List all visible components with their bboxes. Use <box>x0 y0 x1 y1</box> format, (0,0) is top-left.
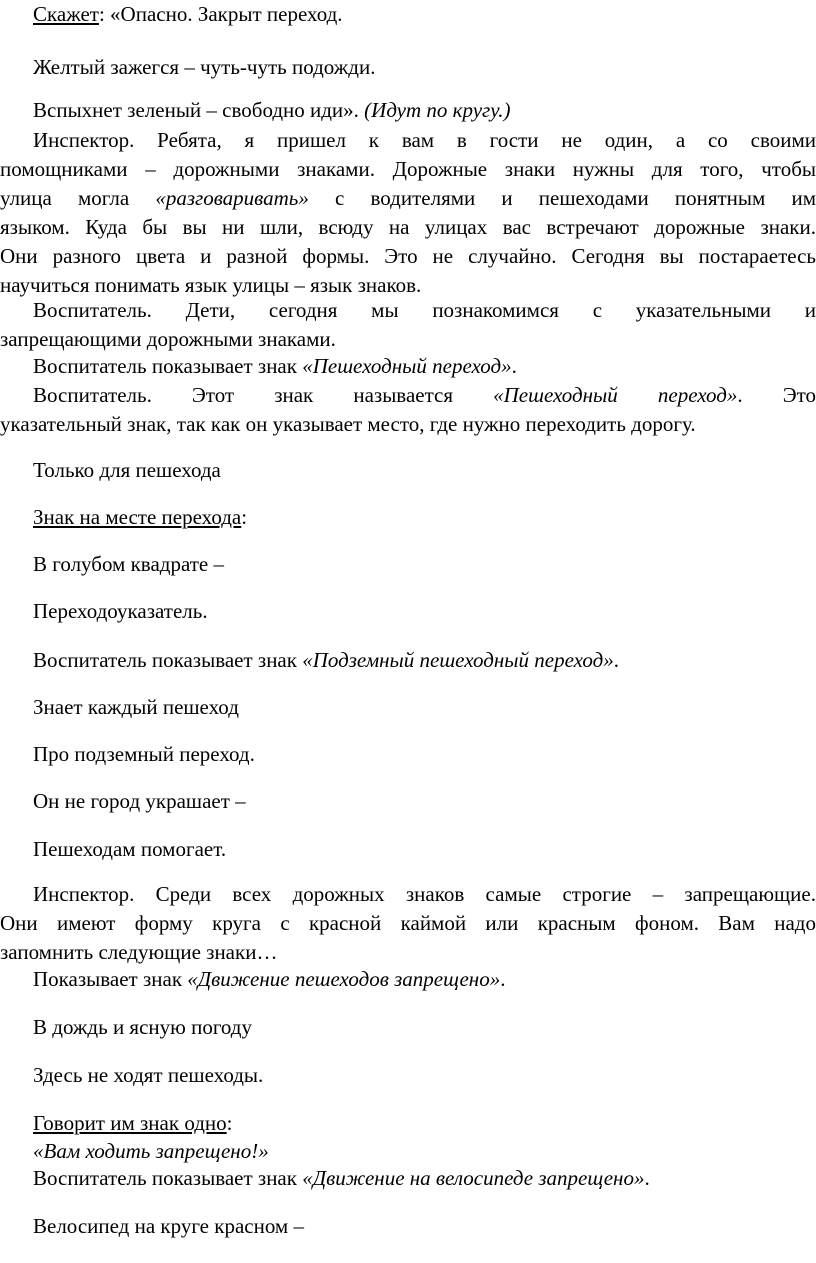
text-line <box>33 837 816 861</box>
text-line <box>33 1214 816 1238</box>
text-line <box>0 412 816 436</box>
text-run: . Это <box>737 383 816 407</box>
text-line <box>33 599 816 623</box>
text-line <box>0 940 816 964</box>
text-run: Знает каждый пешеход <box>33 695 239 719</box>
text-line <box>33 298 816 322</box>
text-run: В голубом квадрате – <box>33 552 224 576</box>
text-run: : <box>226 1111 233 1135</box>
text-line <box>33 383 816 407</box>
text-run: Воспитатель. Этот знак называется <box>33 383 494 407</box>
text-line <box>33 98 816 122</box>
text-line <box>33 505 816 529</box>
text-line <box>33 552 816 576</box>
text-run: языком. Куда бы вы ни шли, всюду на улицах вас встречают дорожные знаки. <box>0 215 816 239</box>
italic-text: «Пешеходный переход» <box>302 354 512 378</box>
underlined-text: Скажет <box>33 2 99 26</box>
text-run: улица могла <box>0 186 156 210</box>
text-line <box>0 157 816 181</box>
text-run: Вспыхнет зеленый – свободно иди». <box>33 98 365 122</box>
text-run: с водителями и пешеходами понятным им <box>308 186 816 210</box>
text-run: Воспитатель показывает знак <box>33 1166 303 1190</box>
text-run: Они имеют форму круга с красной каймой или красным фоном. Вам надо <box>0 911 816 935</box>
text-run: Воспитатель. Дети, сегодня мы познакомимся с указательными и <box>33 298 816 322</box>
italic-text: «Движение пешеходов запрещено» <box>187 967 501 991</box>
text-run: Они разного цвета и разной формы. Это не случайно. Сегодня вы постараетесь <box>0 244 816 268</box>
text-run: Переходоуказатель. <box>33 599 208 623</box>
text-line <box>33 967 816 991</box>
text-line <box>33 1139 816 1163</box>
underlined-text: Знак на месте перехода <box>33 505 242 529</box>
text-line <box>33 128 816 152</box>
text-run: запрещающими дорожными знаками. <box>0 327 336 351</box>
text-run: Инспектор. Среди всех дорожных знаков самые строгие – запрещающие. <box>33 882 816 906</box>
italic-text: (Идут по кругу.) <box>364 98 511 122</box>
text-run: Пешеходам помогает. <box>33 837 227 861</box>
text-line <box>33 1063 816 1087</box>
text-line <box>0 911 816 935</box>
text-line <box>33 1166 816 1190</box>
text-line <box>33 2 816 26</box>
text-run: Показывает знак <box>33 967 188 991</box>
text-run: Инспектор. Ребята, я пришел к вам в гости не один, а со своими <box>33 128 816 152</box>
text-run: Велосипед на круге красном – <box>33 1214 304 1238</box>
text-line <box>33 742 816 766</box>
italic-text: «Пешеходный переход» <box>493 383 738 407</box>
text-line <box>33 648 816 672</box>
text-run: . <box>644 1166 650 1190</box>
text-line <box>33 882 816 906</box>
text-run: В дождь и ясную погоду <box>33 1015 252 1039</box>
text-line <box>0 327 816 351</box>
text-run: Желтый зажегся – чуть-чуть подожди. <box>33 55 376 79</box>
text-run: Воспитатель показывает знак <box>33 648 303 672</box>
text-line <box>33 458 816 482</box>
text-line <box>33 1015 816 1039</box>
text-run: Только для пешехода <box>33 458 221 482</box>
text-line <box>0 273 816 297</box>
italic-text: «Подземный пешеходный переход» <box>302 648 614 672</box>
text-run: . <box>511 354 517 378</box>
text-run: Про подземный переход. <box>33 742 255 766</box>
text-line <box>33 55 816 79</box>
italic-text: «Движение на велосипеде запрещено» <box>302 1166 645 1190</box>
text-run: помощниками – дорожными знаками. Дорожные знаки нужны для того, чтобы <box>0 157 816 181</box>
text-line <box>0 215 816 239</box>
text-run: научиться понимать язык улицы – язык знаков. <box>0 273 422 297</box>
text-line <box>33 354 816 378</box>
text-run: запомнить следующие знаки… <box>0 940 278 964</box>
italic-text: «разговаривать» <box>155 186 309 210</box>
text-run: . <box>613 648 620 672</box>
text-line <box>0 244 816 268</box>
text-line <box>33 695 816 719</box>
text-run: Здесь не ходят пешеходы. <box>33 1063 264 1087</box>
text-run: : «Опасно. Закрыт переход. <box>98 2 343 26</box>
text-run: Воспитатель показывает знак <box>33 354 303 378</box>
text-run: : <box>241 505 248 529</box>
underlined-text: Говорит им знак одно <box>33 1111 227 1135</box>
text-line <box>33 1111 816 1135</box>
text-line <box>33 789 816 813</box>
italic-text: «Вам ходить запрещено!» <box>33 1139 269 1163</box>
text-line <box>0 186 816 210</box>
text-run: Он не город украшает – <box>33 789 246 813</box>
text-run: . <box>500 967 506 991</box>
text-run: указательный знак, так как он указывает место, где нужно переходить дорогу. <box>0 412 696 436</box>
